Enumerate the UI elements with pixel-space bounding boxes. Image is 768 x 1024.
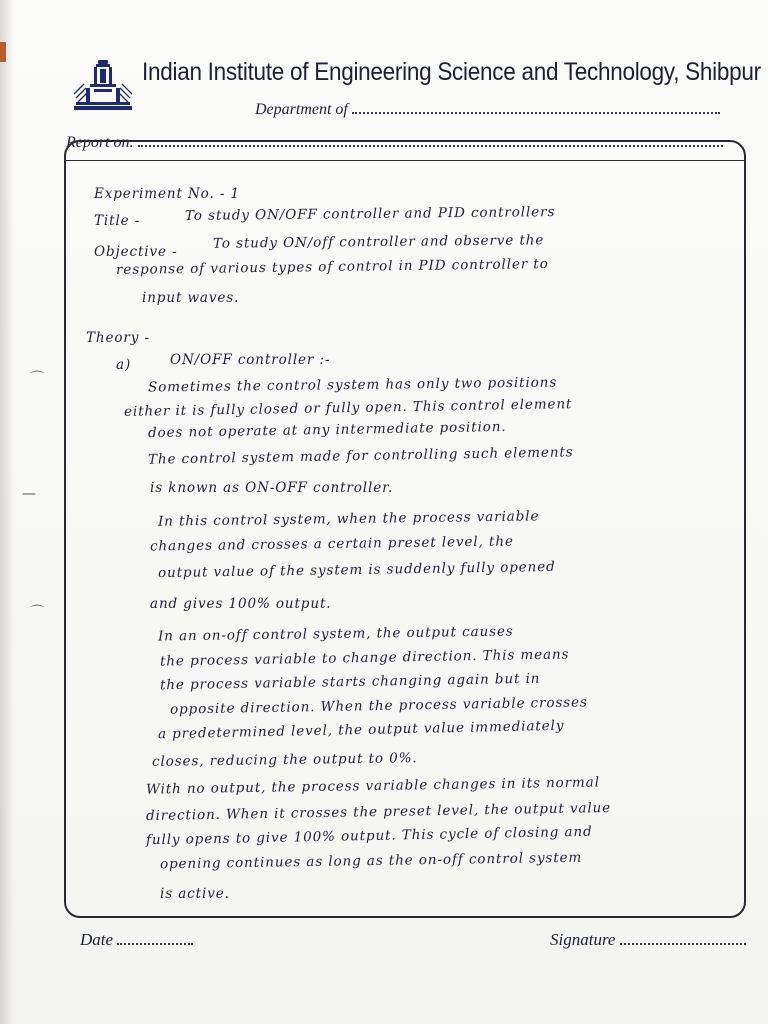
paragraph-3-line: a predetermined level, the output value immediately: [157, 717, 565, 743]
paragraph-3-line: fully opens to give 100% output. This cycle of closing and: [145, 823, 593, 849]
department-label: Department of: [255, 101, 348, 118]
date-field: [80, 930, 193, 950]
paragraph-1-line: The control system made for controlling such elements: [147, 444, 574, 468]
margin-curve-mark: ⌒: [30, 605, 44, 621]
paragraph-3-line: With no output, the process variable changes in its normal: [145, 774, 600, 798]
signature-field: [550, 930, 746, 950]
paragraph-2-line: changes and crosses a certain preset level, the: [149, 533, 514, 555]
section-a-label: a): [116, 357, 132, 373]
page-edge-shadow: [0, 0, 14, 1024]
signature-dotted-line: [620, 931, 746, 945]
paragraph-2-line: output value of the system is suddenly fully opened: [157, 558, 556, 582]
objective-line-3: input waves.: [142, 290, 240, 306]
institute-name: Indian Institute of Engineering Science and Technology, Shibpur: [142, 58, 761, 86]
paragraph-1-line: either it is fully closed or fully open. This control element: [123, 396, 573, 420]
objective-label: Objective -: [94, 244, 178, 260]
paragraph-2-line: In this control system, when the process variable: [157, 508, 540, 530]
title-text: To study ON/OFF controller and PID controllers: [184, 204, 556, 224]
date-dotted-line: [117, 931, 193, 945]
paragraph-3-line: is active.: [160, 886, 230, 902]
section-a-title: ON/OFF controller :-: [170, 352, 331, 368]
theory-label: Theory -: [86, 330, 150, 346]
margin-dash-mark: —: [22, 486, 36, 502]
institute-logo-icon: [72, 58, 134, 112]
paragraph-1-line: is known as ON-OFF controller.: [150, 480, 394, 496]
margin-curve-mark: ⌒: [30, 371, 44, 387]
signature-label: Signature: [550, 930, 616, 949]
paragraph-3-line: the process variable starts changing again but in: [159, 670, 541, 694]
department-dotted-line: [352, 100, 720, 114]
report-label: Report on.: [66, 134, 134, 151]
paragraph-3-line: opening continues as long as the on-off control system: [159, 849, 583, 873]
paragraph-1-line: Sometimes the control system has only two positions: [147, 374, 558, 396]
paragraph-3-line: In an on-off control system, the output causes: [157, 623, 514, 645]
paragraph-3-line: closes, reducing the output to 0%.: [151, 750, 418, 770]
date-label: Date: [80, 930, 114, 949]
experiment-number: Experiment No. - 1: [94, 186, 240, 202]
page-corner-mark: [0, 42, 6, 62]
paragraph-3-line: the process variable to change direction. This means: [159, 646, 570, 670]
paragraph-2-line: and gives 100% output.: [150, 596, 332, 612]
paragraph-3-line: direction. When it crosses the preset level, the output value: [145, 799, 612, 825]
title-label: Title -: [94, 213, 141, 229]
objective-line-2: response of various types of control in PID controller to: [115, 255, 549, 279]
frame-header-rule: [64, 160, 746, 161]
paragraph-1-line: does not operate at any intermediate position.: [147, 418, 507, 442]
department-line: [255, 100, 720, 119]
paragraph-3-line: opposite direction. When the process variable crosses: [169, 694, 588, 718]
objective-line-1: To study ON/off controller and observe the: [212, 232, 545, 252]
